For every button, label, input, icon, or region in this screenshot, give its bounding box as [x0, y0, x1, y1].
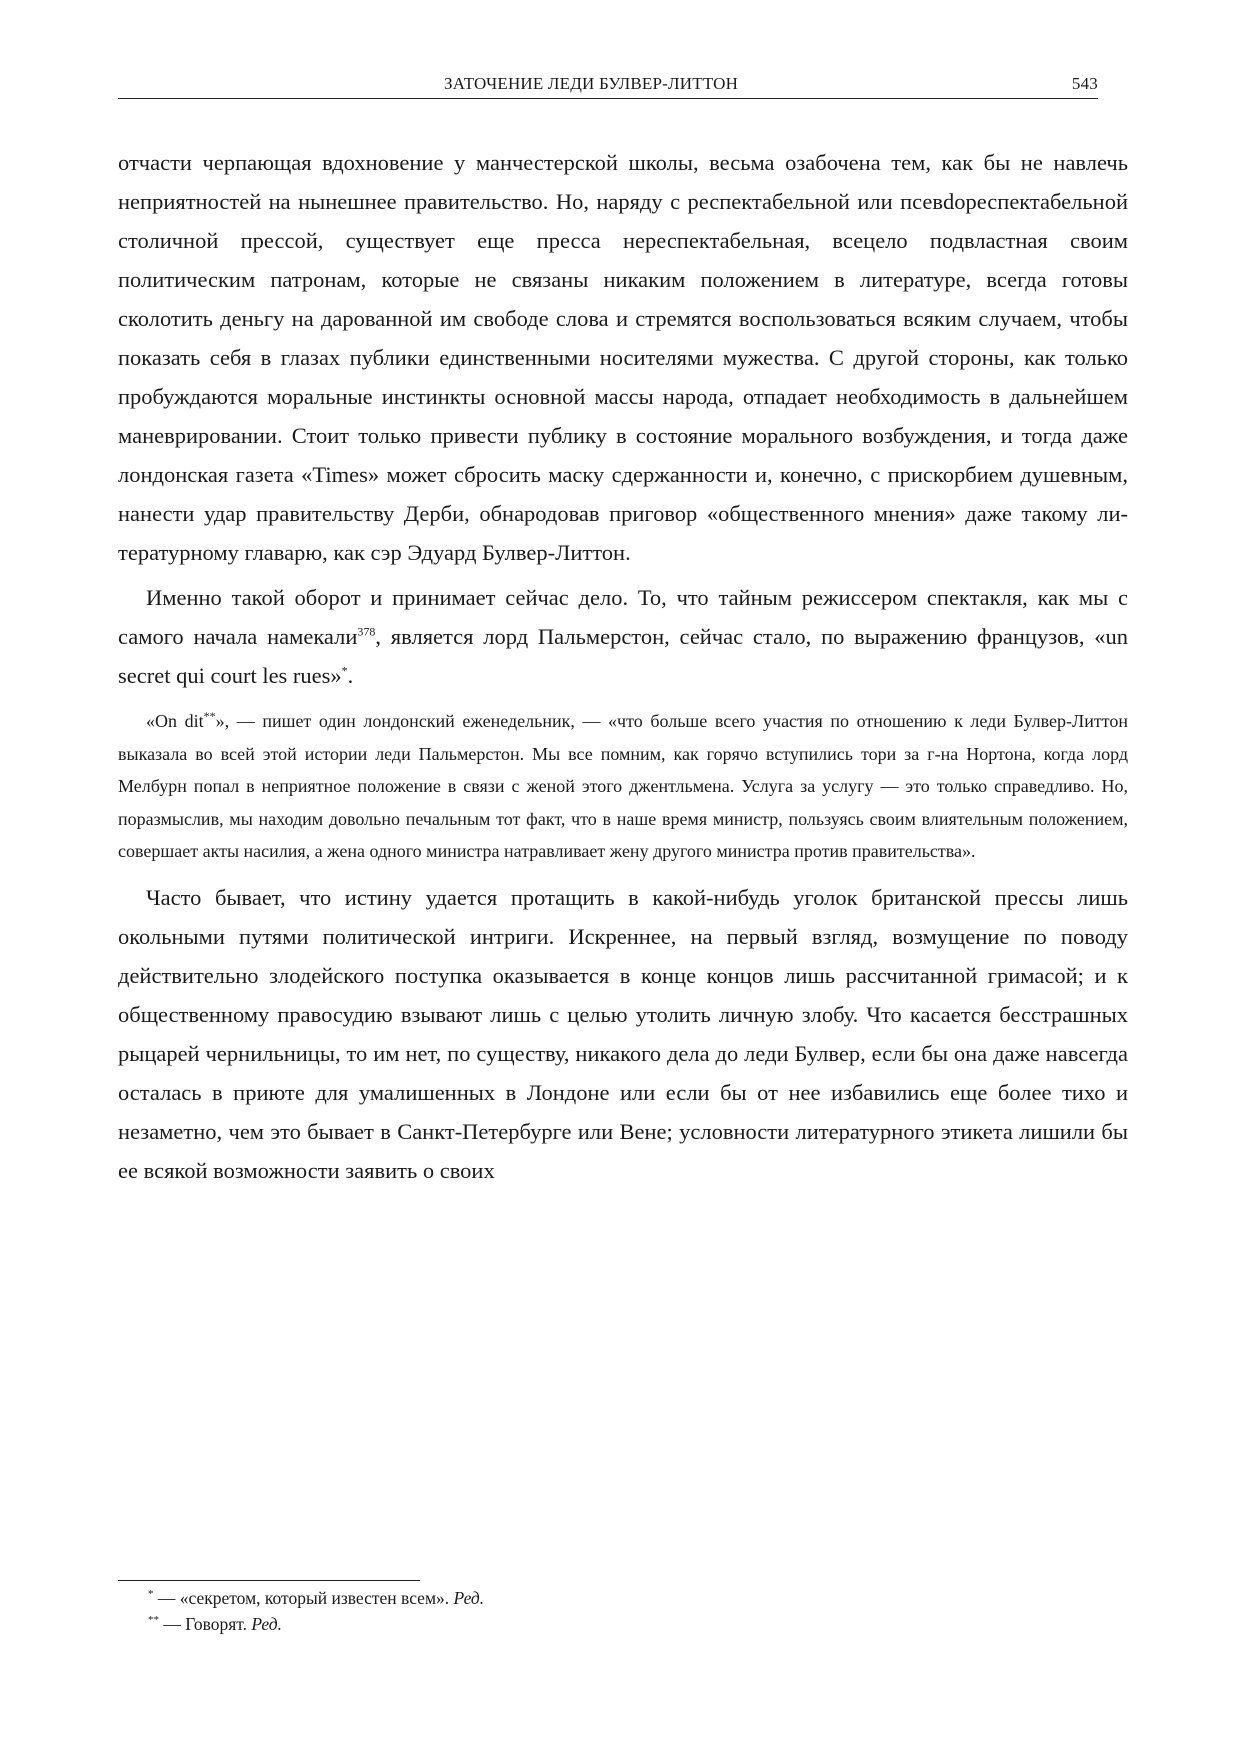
quote-start: «On dit: [146, 711, 204, 731]
footnote-2: [148, 1611, 484, 1637]
running-header: [118, 72, 1098, 99]
editor-note: Ред.: [251, 1614, 282, 1634]
footnote-mark: *: [148, 1588, 154, 1601]
running-title: ЗАТОЧЕНИЕ ЛЕДИ БУЛВЕР-ЛИТТОН: [444, 74, 739, 93]
block-quote: [118, 705, 1128, 868]
footnotes: [148, 1585, 484, 1637]
body-text: [118, 143, 1128, 1190]
paragraph-2-text-cont: , является лорд Пальмерстон, сейчас стало, по выражению французов, «un secret qui court les rues»: [118, 624, 1129, 688]
footnote-divider: [118, 1580, 420, 1581]
quote-text: », — пишет один лондонский еженедельник, — «что больше всего участия по отношению к леди Булвер-Литтон выказала во всей этой истории леди Пальмерстон. Мы все помним, как горячо вступились тори за г-на Нортона, когда лорд Мелбурн попал в неприятное положение в связи с женой этого джентльмена. Услуга за услугу — это только справедливо. Но, поразмыслив, мы находим довольно печальным тот факт, что в наше время министр, пользуясь своим влиятельным положением, совершает акты насилия, а жена одного министра натравливает жену другого министра против правительства».: [118, 711, 1128, 861]
paragraph-2-text: Именно такой оборот и принимает сейчас дело. То, что тайным режиссером спектакля, как мы с самого начала намекали: [118, 585, 1128, 649]
paragraph-2-end: .: [347, 663, 354, 688]
document-page: [118, 0, 1128, 1753]
footnote-mark: **: [148, 1614, 159, 1627]
paragraph-3: Часто бывает, что истину удается протащить в какой-нибудь уголок британской прессы лишь окольными путями политической интриги. Искреннее, на первый взгляд, возмущение по поводу действительно злодейского поступка оказывается в конце концов лишь рассчитанной гримасой; и к общественному правосудию взывают лишь с целью утолить личную злобу. Что касается бесстрашных рыцарей чернильницы, то им нет, по существу, никакого дела до леди Булвер, если бы она даже навсегда осталась в приюте для умалишенных в Лондоне или если бы от нее избавились еще более тихо и незаметно, чем это бывает в Санкт-Петербурге или Вене; условности литературного этикета лишили бы ее всякой возможности заявить о своих: [118, 884, 1128, 1183]
footnote-text: — «секретом, который известен всем».: [153, 1588, 454, 1608]
footnote-text: — Говорят.: [159, 1614, 252, 1634]
footnote-ref-star[interactable]: *: [341, 663, 348, 678]
footnote-ref-double-star[interactable]: **: [203, 709, 216, 723]
paragraph-2: [118, 578, 1128, 695]
page-number: 543: [1071, 74, 1098, 93]
footnote-1: [148, 1585, 484, 1611]
editor-note: Ред.: [453, 1588, 485, 1608]
reference-number[interactable]: 378: [357, 624, 376, 639]
paragraph-1: отчасти черпающая вдохновение у манчестерской школы, весьма озабочена тем, как бы не навлечь неприятностей на нынешнее правительство. Но, наряду с респектабельной или псевdореспектабельной столичной прессой, существует еще пресса нереспектабельная, всецело подвластная своим политическим патронам, которые не связаны никаким положением в литературе, всегда готовы сколотить деньгу на дарованной им свободе слова и стремятся воспользоваться всяким случаем, чтобы показать себя в глазах публики единственными носителями мужества. С другой стороны, как только пробуждаются моральные инстинкты основной массы народа, отпадает необходимость в дальнейшем маневрировании. Стоит только привести публику в состояние морального возбуждения, и тогда даже лондонская газета «Times» может сбросить маску сдержанности и, конечно, с прискорбием душевным, нанести удар правительству Дерби, обнародовав приговор «общественного мнения» даже такому литературному главарю, как сэр Эдуард Булвер-Литтон.: [118, 150, 1128, 565]
